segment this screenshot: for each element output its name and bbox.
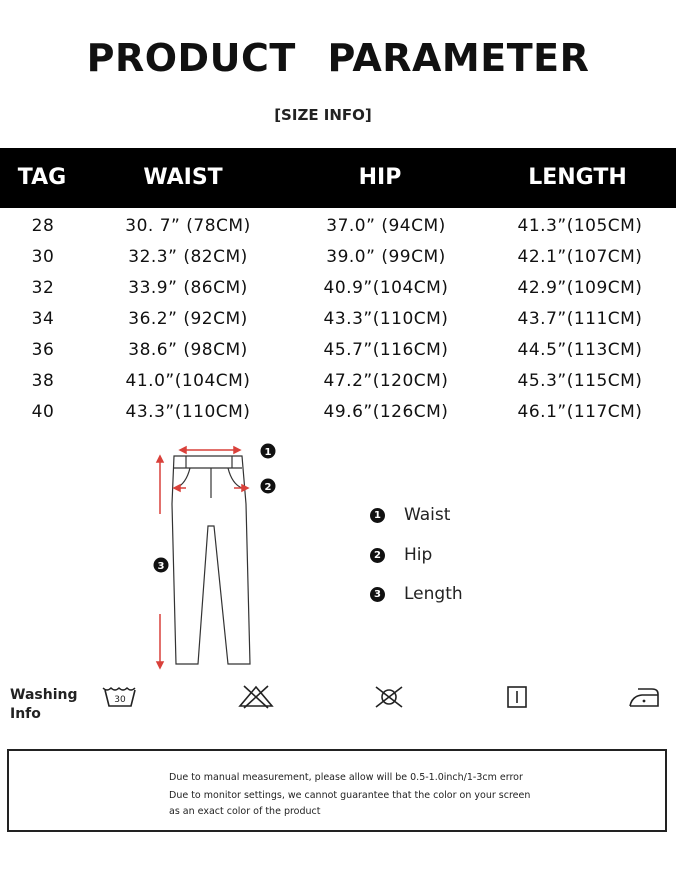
notice-line-2: Due to monitor settings, we cannot guarantee that the color on your screen	[169, 790, 531, 801]
cell-hip: 37.0” (94CM)	[326, 216, 446, 236]
cell-waist: 32.3” (82CM)	[128, 247, 248, 267]
cell-length: 42.1”(107CM)	[517, 247, 643, 267]
cell-tag: 32	[31, 278, 55, 298]
cell-waist: 38.6” (98CM)	[128, 340, 248, 360]
washing-label-line1: Washing	[10, 687, 78, 703]
measurement-notice	[7, 749, 667, 832]
table-row	[0, 243, 676, 274]
header-waist: WAIST	[143, 165, 223, 190]
drip-dry-icon	[497, 682, 537, 712]
notice-line-3: as an exact color of the product	[169, 806, 321, 817]
notice-line-1: Due to manual measurement, please allow will be 0.5-1.0inch/1-3cm error	[169, 772, 523, 783]
svg-text:1: 1	[264, 447, 272, 458]
waist-arrow	[180, 447, 240, 453]
cell-tag: 40	[31, 402, 55, 422]
do-not-bleach-icon	[236, 682, 276, 712]
cell-waist: 30. 7” (78CM)	[125, 216, 251, 236]
cell-hip: 39.0” (99CM)	[326, 247, 446, 267]
table-header	[0, 148, 676, 208]
legend-number: 2	[370, 548, 385, 563]
cell-waist: 43.3”(110CM)	[125, 402, 251, 422]
cell-waist: 41.0”(104CM)	[125, 371, 251, 391]
cell-hip: 43.3”(110CM)	[323, 309, 449, 329]
cell-tag: 28	[31, 216, 55, 236]
table-row	[0, 305, 676, 336]
pants-diagram	[150, 438, 285, 673]
cell-hip: 49.6”(126CM)	[323, 402, 449, 422]
table-row	[0, 367, 676, 398]
cell-tag: 30	[31, 247, 55, 267]
cell-hip: 45.7”(116CM)	[323, 340, 449, 360]
legend-number: 3	[370, 587, 385, 602]
legend-label: Length	[404, 584, 463, 604]
cell-length: 41.3”(105CM)	[517, 216, 643, 236]
svg-text:30: 30	[114, 695, 126, 705]
svg-text:2: 2	[264, 482, 272, 493]
cell-tag: 34	[31, 309, 55, 329]
cell-length: 44.5”(113CM)	[517, 340, 643, 360]
wash-30-icon	[100, 682, 140, 712]
table-row	[0, 212, 676, 243]
table-row	[0, 398, 676, 429]
iron-low-icon	[624, 682, 664, 712]
marker-2	[261, 479, 276, 494]
legend-label: Hip	[404, 544, 433, 565]
cell-waist: 33.9” (86CM)	[128, 278, 248, 298]
header-tag: TAG	[17, 165, 67, 190]
cell-tag: 38	[31, 371, 55, 391]
cell-length: 42.9”(109CM)	[517, 278, 643, 298]
legend-number: 1	[370, 508, 385, 523]
size-info-subtitle: [SIZE INFO]	[274, 106, 372, 124]
marker-1	[261, 444, 276, 459]
marker-3	[154, 558, 169, 573]
header-length: LENGTH	[528, 165, 627, 190]
cell-length: 46.1”(117CM)	[517, 402, 643, 422]
cell-tag: 36	[31, 340, 55, 360]
legend-label: Waist	[404, 505, 451, 525]
table-row	[0, 336, 676, 367]
header-hip: HIP	[358, 165, 402, 190]
cell-length: 43.7”(111CM)	[517, 309, 643, 329]
svg-text:3: 3	[157, 561, 165, 572]
cell-hip: 47.2”(120CM)	[323, 371, 449, 391]
cell-hip: 40.9”(104CM)	[323, 278, 449, 298]
do-not-tumble-dry-icon	[369, 682, 409, 712]
size-table-body	[0, 212, 676, 429]
cell-waist: 36.2” (92CM)	[128, 309, 248, 329]
washing-label-line2: Info	[10, 706, 41, 722]
table-row	[0, 274, 676, 305]
washing-info-label	[10, 686, 77, 724]
pants-outline	[172, 456, 250, 664]
cell-length: 45.3”(115CM)	[517, 371, 643, 391]
page-title: PRODUCT PARAMETER	[86, 36, 590, 80]
